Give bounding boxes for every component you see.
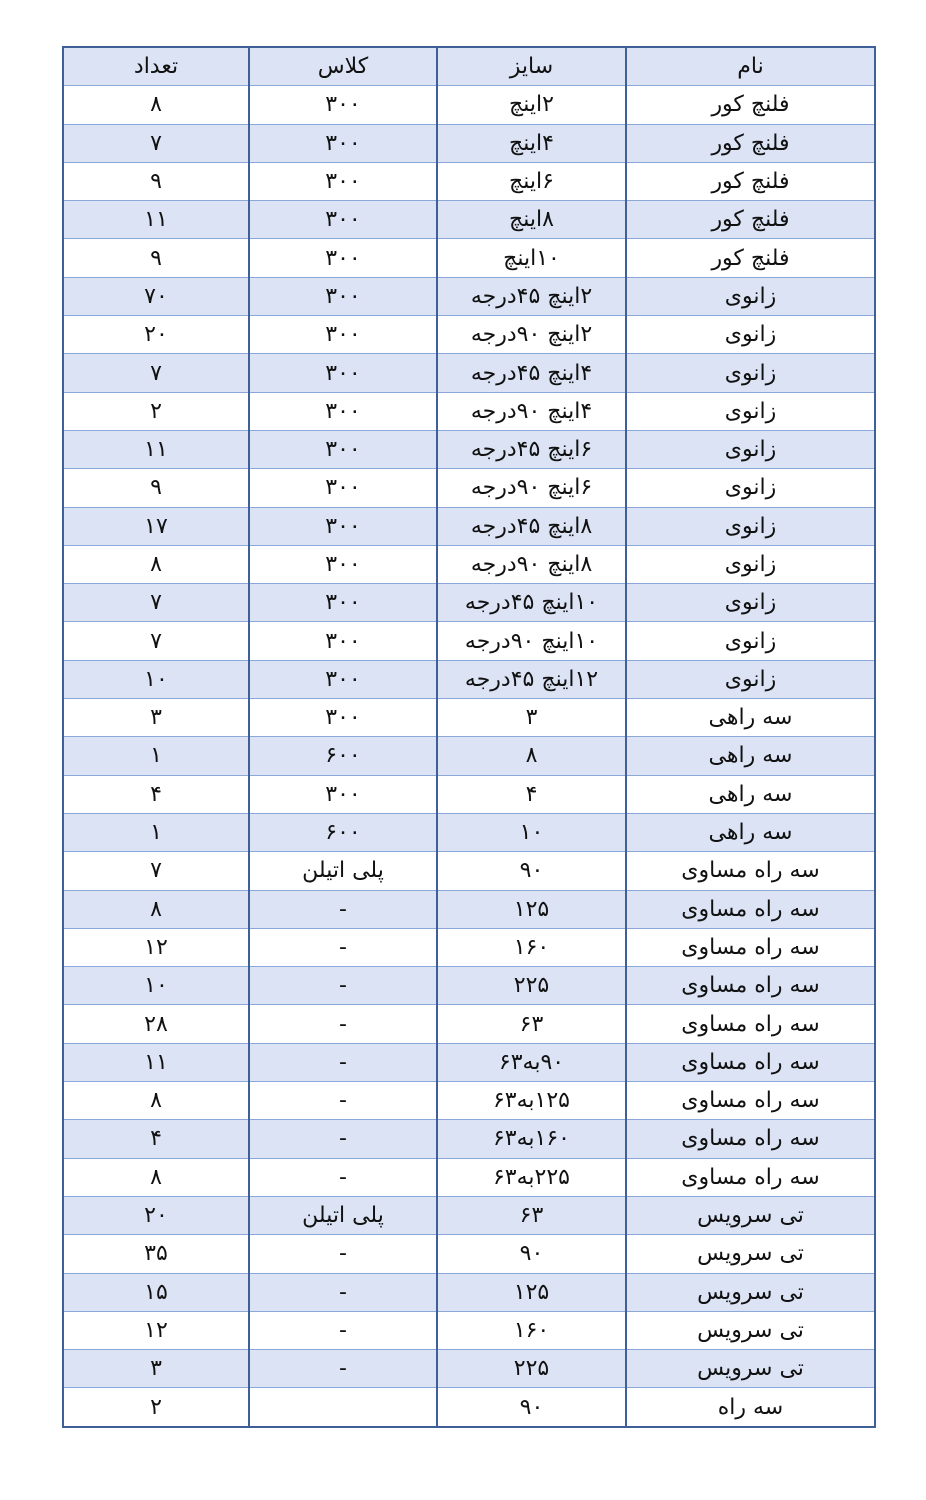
cell-size: ۱۶۰به۶۳ bbox=[437, 1120, 626, 1158]
cell-class: ۳۰۰ bbox=[249, 775, 437, 813]
cell-size: ۶اینچ bbox=[437, 162, 626, 200]
table-row bbox=[63, 124, 875, 162]
cell-name: فلنچ کور bbox=[626, 201, 875, 239]
cell-count: ۲۸ bbox=[63, 1005, 249, 1043]
cell-name: سه راه مساوی bbox=[626, 1005, 875, 1043]
cell-name: زانوی bbox=[626, 584, 875, 622]
cell-size: ۱۲اینچ ۴۵درجه bbox=[437, 660, 626, 698]
cell-size: ۱۶۰ bbox=[437, 1311, 626, 1349]
cell-size: ۴اینچ bbox=[437, 124, 626, 162]
cell-name: سه راه مساوی bbox=[626, 1120, 875, 1158]
cell-class: - bbox=[249, 1311, 437, 1349]
cell-name: سه راهی bbox=[626, 775, 875, 813]
cell-class: ۳۰۰ bbox=[249, 86, 437, 124]
cell-count: ۴ bbox=[63, 1120, 249, 1158]
cell-class: ۶۰۰ bbox=[249, 813, 437, 851]
cell-class: ۳۰۰ bbox=[249, 430, 437, 468]
cell-class: پلی اتیلن bbox=[249, 1196, 437, 1234]
cell-count: ۹ bbox=[63, 469, 249, 507]
table-row bbox=[63, 660, 875, 698]
cell-size: ۶اینچ ۹۰درجه bbox=[437, 469, 626, 507]
table-row bbox=[63, 1158, 875, 1196]
cell-class: ۳۰۰ bbox=[249, 584, 437, 622]
cell-size: ۹۰ bbox=[437, 1235, 626, 1273]
cell-size: ۲۲۵به۶۳ bbox=[437, 1158, 626, 1196]
cell-name: زانوی bbox=[626, 622, 875, 660]
cell-count: ۳ bbox=[63, 699, 249, 737]
cell-size: ۱۰اینچ ۹۰درجه bbox=[437, 622, 626, 660]
table-row bbox=[63, 162, 875, 200]
cell-count: ۱۵ bbox=[63, 1273, 249, 1311]
cell-size: ۲۲۵ bbox=[437, 967, 626, 1005]
cell-name: زانوی bbox=[626, 316, 875, 354]
cell-class: ۳۰۰ bbox=[249, 507, 437, 545]
table-row bbox=[63, 1120, 875, 1158]
cell-class: ۳۰۰ bbox=[249, 162, 437, 200]
cell-class: - bbox=[249, 1273, 437, 1311]
table-row bbox=[63, 1273, 875, 1311]
cell-size: ۳ bbox=[437, 699, 626, 737]
cell-class: ۶۰۰ bbox=[249, 737, 437, 775]
cell-name: زانوی bbox=[626, 660, 875, 698]
cell-count: ۱ bbox=[63, 737, 249, 775]
cell-class: ۳۰۰ bbox=[249, 239, 437, 277]
cell-count: ۷۰ bbox=[63, 277, 249, 315]
cell-size: ۸ bbox=[437, 737, 626, 775]
cell-count: ۳ bbox=[63, 1350, 249, 1388]
cell-name: سه راه مساوی bbox=[626, 890, 875, 928]
cell-class: - bbox=[249, 1120, 437, 1158]
cell-count: ۱۰ bbox=[63, 967, 249, 1005]
cell-count: ۱۰ bbox=[63, 660, 249, 698]
cell-name: تی سرویس bbox=[626, 1235, 875, 1273]
table-row bbox=[63, 545, 875, 583]
cell-count: ۷ bbox=[63, 124, 249, 162]
cell-count: ۸ bbox=[63, 545, 249, 583]
cell-class bbox=[249, 1388, 437, 1427]
cell-count: ۸ bbox=[63, 86, 249, 124]
table-row bbox=[63, 469, 875, 507]
cell-class: - bbox=[249, 1082, 437, 1120]
table-row bbox=[63, 1005, 875, 1043]
cell-name: تی سرویس bbox=[626, 1311, 875, 1349]
cell-count: ۲ bbox=[63, 1388, 249, 1427]
table-body bbox=[63, 86, 875, 1427]
cell-count: ۱۱ bbox=[63, 1043, 249, 1081]
table-row bbox=[63, 699, 875, 737]
cell-size: ۱۲۵به۶۳ bbox=[437, 1082, 626, 1120]
cell-count: ۱ bbox=[63, 813, 249, 851]
cell-count: ۸ bbox=[63, 1158, 249, 1196]
cell-size: ۱۰اینچ bbox=[437, 239, 626, 277]
cell-size: ۴ bbox=[437, 775, 626, 813]
cell-class: - bbox=[249, 928, 437, 966]
cell-name: زانوی bbox=[626, 469, 875, 507]
cell-class: ۳۰۰ bbox=[249, 201, 437, 239]
cell-name: زانوی bbox=[626, 545, 875, 583]
table-row bbox=[63, 584, 875, 622]
cell-name: تی سرویس bbox=[626, 1350, 875, 1388]
cell-class: - bbox=[249, 1043, 437, 1081]
cell-size: ۴اینچ ۹۰درجه bbox=[437, 392, 626, 430]
table-row bbox=[63, 392, 875, 430]
cell-name: زانوی bbox=[626, 354, 875, 392]
cell-name: سه راه مساوی bbox=[626, 1082, 875, 1120]
cell-count: ۲۰ bbox=[63, 1196, 249, 1234]
table-row bbox=[63, 201, 875, 239]
cell-name: تی سرویس bbox=[626, 1196, 875, 1234]
table-row bbox=[63, 967, 875, 1005]
header-class: کلاس bbox=[249, 47, 437, 86]
table-row bbox=[63, 622, 875, 660]
table-row bbox=[63, 239, 875, 277]
table-row bbox=[63, 1196, 875, 1234]
cell-count: ۲ bbox=[63, 392, 249, 430]
cell-name: سه راه bbox=[626, 1388, 875, 1427]
cell-class: - bbox=[249, 890, 437, 928]
cell-class: ۳۰۰ bbox=[249, 277, 437, 315]
table-row bbox=[63, 813, 875, 851]
fittings-table bbox=[62, 46, 876, 1428]
cell-count: ۸ bbox=[63, 1082, 249, 1120]
cell-size: ۱۲۵ bbox=[437, 890, 626, 928]
header-count: تعداد bbox=[63, 47, 249, 86]
cell-size: ۲۲۵ bbox=[437, 1350, 626, 1388]
table-row bbox=[63, 1082, 875, 1120]
cell-name: زانوی bbox=[626, 430, 875, 468]
cell-class: ۳۰۰ bbox=[249, 316, 437, 354]
cell-count: ۷ bbox=[63, 584, 249, 622]
cell-size: ۱۶۰ bbox=[437, 928, 626, 966]
table-row bbox=[63, 354, 875, 392]
header-size: سایز bbox=[437, 47, 626, 86]
cell-class: ۳۰۰ bbox=[249, 622, 437, 660]
table-row bbox=[63, 775, 875, 813]
cell-name: سه راه مساوی bbox=[626, 928, 875, 966]
cell-count: ۱۷ bbox=[63, 507, 249, 545]
table-row bbox=[63, 852, 875, 890]
cell-size: ۶۳ bbox=[437, 1005, 626, 1043]
table-row bbox=[63, 890, 875, 928]
table-row bbox=[63, 430, 875, 468]
cell-size: ۱۰ bbox=[437, 813, 626, 851]
table-row bbox=[63, 86, 875, 124]
cell-name: سه راه مساوی bbox=[626, 1158, 875, 1196]
cell-name: فلنچ کور bbox=[626, 86, 875, 124]
cell-class: ۳۰۰ bbox=[249, 660, 437, 698]
cell-count: ۷ bbox=[63, 622, 249, 660]
cell-name: سه راهی bbox=[626, 699, 875, 737]
table-row bbox=[63, 277, 875, 315]
cell-count: ۱۱ bbox=[63, 430, 249, 468]
cell-name: سه راه مساوی bbox=[626, 852, 875, 890]
cell-count: ۹ bbox=[63, 162, 249, 200]
table-header-row bbox=[63, 47, 875, 86]
table-row bbox=[63, 1235, 875, 1273]
cell-size: ۱۰اینچ ۴۵درجه bbox=[437, 584, 626, 622]
cell-name: تی سرویس bbox=[626, 1273, 875, 1311]
table-row bbox=[63, 316, 875, 354]
cell-class: پلی اتیلن bbox=[249, 852, 437, 890]
fittings-table-container bbox=[62, 46, 874, 1428]
cell-size: ۸اینچ bbox=[437, 201, 626, 239]
cell-name: زانوی bbox=[626, 392, 875, 430]
cell-size: ۱۲۵ bbox=[437, 1273, 626, 1311]
table-row bbox=[63, 1311, 875, 1349]
cell-size: ۹۰به۶۳ bbox=[437, 1043, 626, 1081]
cell-name: زانوی bbox=[626, 507, 875, 545]
cell-size: ۸اینچ ۹۰درجه bbox=[437, 545, 626, 583]
cell-count: ۳۵ bbox=[63, 1235, 249, 1273]
cell-class: ۳۰۰ bbox=[249, 124, 437, 162]
cell-count: ۴ bbox=[63, 775, 249, 813]
cell-class: ۳۰۰ bbox=[249, 545, 437, 583]
cell-name: سه راه مساوی bbox=[626, 967, 875, 1005]
cell-name: سه راهی bbox=[626, 737, 875, 775]
table-row bbox=[63, 737, 875, 775]
table-row bbox=[63, 507, 875, 545]
cell-class: ۳۰۰ bbox=[249, 354, 437, 392]
cell-name: فلنچ کور bbox=[626, 239, 875, 277]
cell-class: - bbox=[249, 1158, 437, 1196]
cell-size: ۲اینچ bbox=[437, 86, 626, 124]
table-row bbox=[63, 1388, 875, 1427]
cell-count: ۱۲ bbox=[63, 1311, 249, 1349]
cell-count: ۲۰ bbox=[63, 316, 249, 354]
cell-count: ۷ bbox=[63, 852, 249, 890]
cell-count: ۱۱ bbox=[63, 201, 249, 239]
header-name: نام bbox=[626, 47, 875, 86]
cell-class: - bbox=[249, 1005, 437, 1043]
cell-size: ۶۳ bbox=[437, 1196, 626, 1234]
cell-count: ۷ bbox=[63, 354, 249, 392]
cell-name: فلنچ کور bbox=[626, 124, 875, 162]
cell-class: - bbox=[249, 1235, 437, 1273]
cell-name: سه راه مساوی bbox=[626, 1043, 875, 1081]
cell-size: ۲اینچ ۹۰درجه bbox=[437, 316, 626, 354]
table-row bbox=[63, 1043, 875, 1081]
cell-size: ۸اینچ ۴۵درجه bbox=[437, 507, 626, 545]
cell-name: زانوی bbox=[626, 277, 875, 315]
table-row bbox=[63, 928, 875, 966]
cell-name: فلنچ کور bbox=[626, 162, 875, 200]
cell-size: ۶اینچ ۴۵درجه bbox=[437, 430, 626, 468]
cell-class: - bbox=[249, 967, 437, 1005]
cell-class: ۳۰۰ bbox=[249, 699, 437, 737]
cell-count: ۱۲ bbox=[63, 928, 249, 966]
cell-class: ۳۰۰ bbox=[249, 469, 437, 507]
table-row bbox=[63, 1350, 875, 1388]
cell-class: ۳۰۰ bbox=[249, 392, 437, 430]
cell-size: ۲اینچ ۴۵درجه bbox=[437, 277, 626, 315]
cell-size: ۹۰ bbox=[437, 852, 626, 890]
cell-count: ۸ bbox=[63, 890, 249, 928]
cell-size: ۹۰ bbox=[437, 1388, 626, 1427]
cell-name: سه راهی bbox=[626, 813, 875, 851]
cell-count: ۹ bbox=[63, 239, 249, 277]
cell-class: - bbox=[249, 1350, 437, 1388]
cell-size: ۴اینچ ۴۵درجه bbox=[437, 354, 626, 392]
